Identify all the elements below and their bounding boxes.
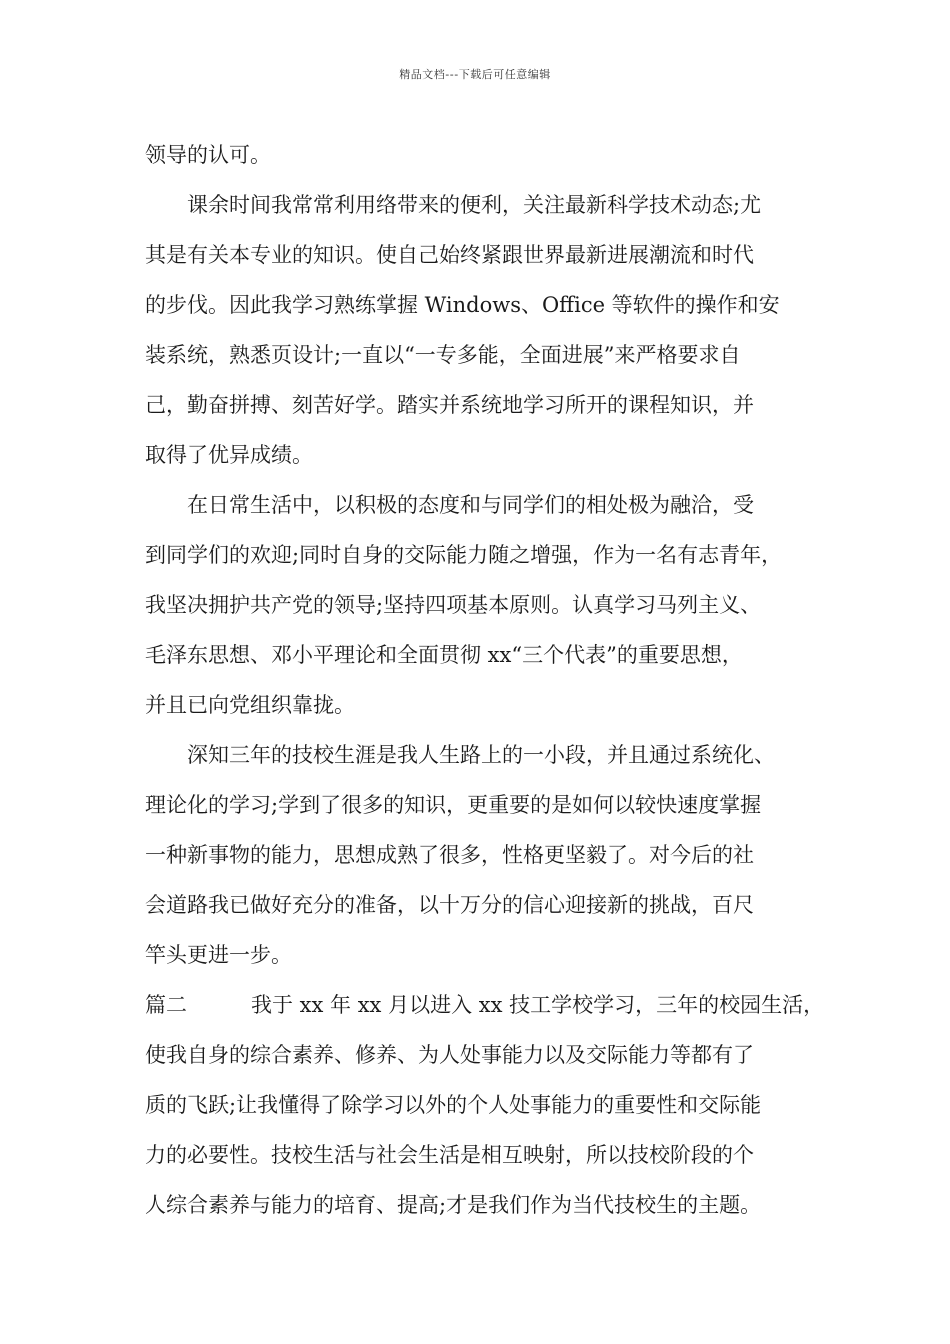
paragraph-start-line: 课余时间我常常利用络带来的便利，关注最新科学技术动态;尤 [187,193,762,217]
text-line: 毛泽东思想、邓小平理论和全面贯彻 xx“三个代表”的重要思想， [145,643,743,667]
text-line: 其是有关本专业的知识。使自己始终紧跟世界最新进展潮流和时代 [145,243,754,267]
page-header: 精品文档---下载后可任意编辑 [399,68,551,81]
text-line: 我坚决拥护共产党的领导;坚持四项基本原则。认真学习马列主义、 [145,593,762,617]
text-line: 的步伐。因此我学习熟练掌握 Windows、Office 等软件的操作和安 [145,293,780,317]
text-line: 到同学们的欢迎;同时自身的交际能力随之增强，作为一名有志青年， [145,543,783,567]
text-line: 一种新事物的能力，思想成熟了很多，性格更坚毅了。对今后的社 [145,843,754,867]
text-line: 并且已向党组织靠拢。 [145,693,355,717]
section-label: 篇二 [145,993,187,1017]
text-line: 质的飞跃;让我懂得了除学习以外的个人处事能力的重要性和交际能 [145,1093,762,1117]
text-line: 取得了优异成绩。 [145,443,313,467]
text-line: 使我自身的综合素养、修养、为人处事能力以及交际能力等都有了 [145,1043,754,1067]
section-line [145,980,830,1030]
paragraph-start-line: 在日常生活中，以积极的态度和与同学们的相处极为融洽，受 [187,493,754,517]
text-line: 竿头更进一步。 [145,943,292,967]
text-line: 会道路我已做好充分的准备，以十万分的信心迎接新的挑战，百尺 [145,893,754,917]
document-body [145,130,830,1230]
text-line: 己，勤奋拼搏、刻苦好学。踏实并系统地学习所开的课程知识，并 [145,393,754,417]
text-line: 力的必要性。技校生活与社会生活是相互映射，所以技校阶段的个 [145,1143,754,1167]
text-line: 装系统，熟悉页设计;一直以“一专多能，全面进展”来严格要求自 [145,343,741,367]
paragraph-start-line: 深知三年的技校生涯是我人生路上的一小段，并且通过系统化、 [187,743,775,767]
text-line: 领导的认可。 [145,143,271,167]
text-line: 理论化的学习;学到了很多的知识，更重要的是如何以较快速度掌握 [145,793,762,817]
text-line: 人综合素养与能力的培育、提高;才是我们作为当代技校生的主题。 [145,1193,762,1217]
section-first-text: 我于 xx 年 xx 月以进入 xx 技工学校学习，三年的校园生活， [251,993,825,1017]
